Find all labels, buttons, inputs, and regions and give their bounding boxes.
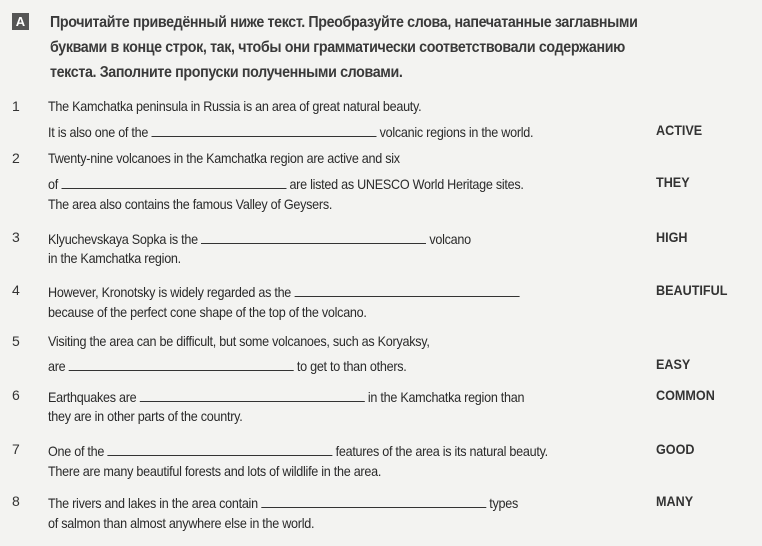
task-badge: A (12, 13, 29, 30)
answer-blank-6[interactable] (140, 387, 365, 402)
keyword-4: BEAUTIFUL (656, 282, 728, 298)
answer-blank-5[interactable] (69, 356, 294, 371)
keyword-8: MANY (656, 493, 694, 509)
keyword-2: THEY (656, 174, 690, 190)
answer-blank-8[interactable] (261, 493, 486, 508)
answer-blank-1[interactable] (151, 122, 376, 137)
keyword-1: ACTIVE (656, 122, 703, 138)
keyword-3: HIGH (656, 229, 688, 245)
keyword-7: GOOD (656, 441, 695, 457)
answer-blank-3[interactable] (201, 229, 426, 244)
keyword-5: EASY (656, 356, 691, 372)
answer-blank-7[interactable] (107, 441, 332, 456)
worksheet-page: A Прочитайте приведённый ниже текст. Преобразуйте слова, напечатанные заглавными буквами в конце строк, так, чтобы они грамматически соответствовали содержанию текста. Заполните пропуски полученными словами. 1 The Kamchatka peninsula in Russia is an area of great natural beauty. It is also one of the volcanic regions in the world. ACTIVE 2 Twenty-nine volcanoes in the Kamchatka region are active and six of are listed as UNESCO World Heritage sites. The area also contains the famous Valley of Geysers. THEY 3 Klyuchevskaya Sopka is the volcano in the Kamchatka region. HIGH 4 However, Kronotsky is widely regarded as the because of the perfect cone shape of the top of the volcano. BEAUTIFUL 5 Visiting the area can be difficult, but some volcanoes, such as Koryaksy, are to get to than others. EASY 6 Earthquakes are in the Kamchatka region than they are in other parts of the country. COMMON 7 One of the features of the area is its natural beauty. There are many beautiful forests and lots of wildlife in the area. GOOD 8 The rivers and lakes in the area contain types of salmon than almost anywhere else in the world. MANY (0, 0, 762, 546)
keyword-6: COMMON (656, 387, 715, 403)
answer-blank-2[interactable] (61, 174, 286, 189)
answer-blank-4[interactable] (294, 282, 519, 297)
task-instruction: Прочитайте приведённый ниже текст. Преобразуйте слова, напечатанные заглавными буквами в конце строк, так, чтобы они грамматически соответствовали содержанию текста. Заполните пропуски полученными словами. (50, 14, 638, 81)
